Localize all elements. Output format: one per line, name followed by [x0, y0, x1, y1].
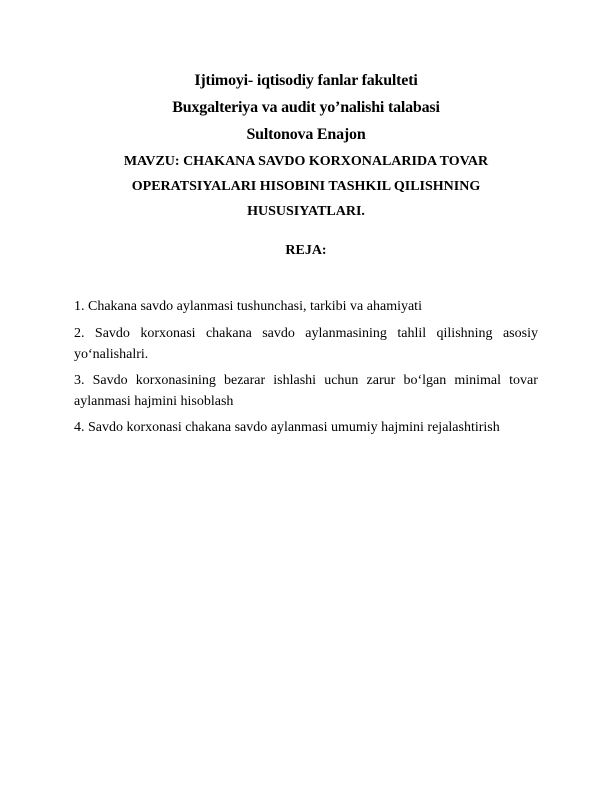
plan-item-2-word: savdo	[262, 326, 295, 341]
plan-item-2-word: Savdo	[94, 326, 130, 341]
plan-item-2-line-2: yo‘nalishalri.	[74, 347, 149, 362]
plan-item-3-word: minimal	[454, 373, 501, 388]
plan-item-2-word: asosiy	[502, 326, 538, 341]
plan-item-3-word: bezarar	[223, 373, 266, 388]
plan-item-3-line-2: aylanmasi hajmini hisoblash	[74, 394, 234, 409]
plan-title: REJA:	[285, 243, 327, 258]
plan-item-2-word: 2.	[74, 326, 85, 341]
plan-item-2-word: qilishning	[436, 326, 493, 341]
plan-item-3-word: ishlashi	[273, 373, 317, 388]
plan-item-3-word: korxonasining	[135, 373, 216, 388]
plan-item-1	[74, 296, 538, 317]
plan-item-3-line-1	[74, 370, 538, 391]
program-heading: Buxgalteriya va audit yo’nalishi talabasi	[172, 99, 440, 116]
plan-item-2-word: aylanmasining	[305, 326, 387, 341]
topic-line-2: OPERATSIYALARI HISOBINI TASHKIL QILISHNING	[131, 179, 481, 194]
topic-line-3: HUSUSIYATLARI.	[247, 204, 365, 219]
plan-item-3-word: bo‘lgan	[403, 373, 447, 388]
student-name: Sultonova Enajon	[246, 126, 366, 143]
topic-line-1: MAVZU: CHAKANA SAVDO KORXONALARIDA TOVAR	[123, 154, 489, 169]
plan-item-4	[74, 417, 538, 438]
plan-item-3	[74, 370, 538, 412]
plan-item-3-word: uchun	[324, 373, 359, 388]
plan-item-1-text: 1. Chakana savdo aylanmasi tushunchasi, tarkibi va ahamiyati	[74, 299, 422, 314]
plan-item-3-word: 3.	[74, 373, 85, 388]
plan-item-3-word: zarur	[366, 373, 396, 388]
plan-item-2-word: tahlil	[397, 326, 427, 341]
plan-item-2	[74, 323, 538, 365]
faculty-heading: Ijtimoyi- iqtisodiy fanlar fakulteti	[194, 72, 418, 89]
plan-item-3-word: tovar	[509, 373, 538, 388]
plan-item-2-word: korxonasi	[140, 326, 196, 341]
plan-item-2-word: chakana	[205, 326, 252, 341]
plan-item-4-text: 4. Savdo korxonasi chakana savdo aylanmasi umumiy hajmini rejalashtirish	[74, 420, 500, 435]
plan-item-3-word: Savdo	[92, 373, 128, 388]
plan-item-2-line-1	[74, 323, 538, 344]
